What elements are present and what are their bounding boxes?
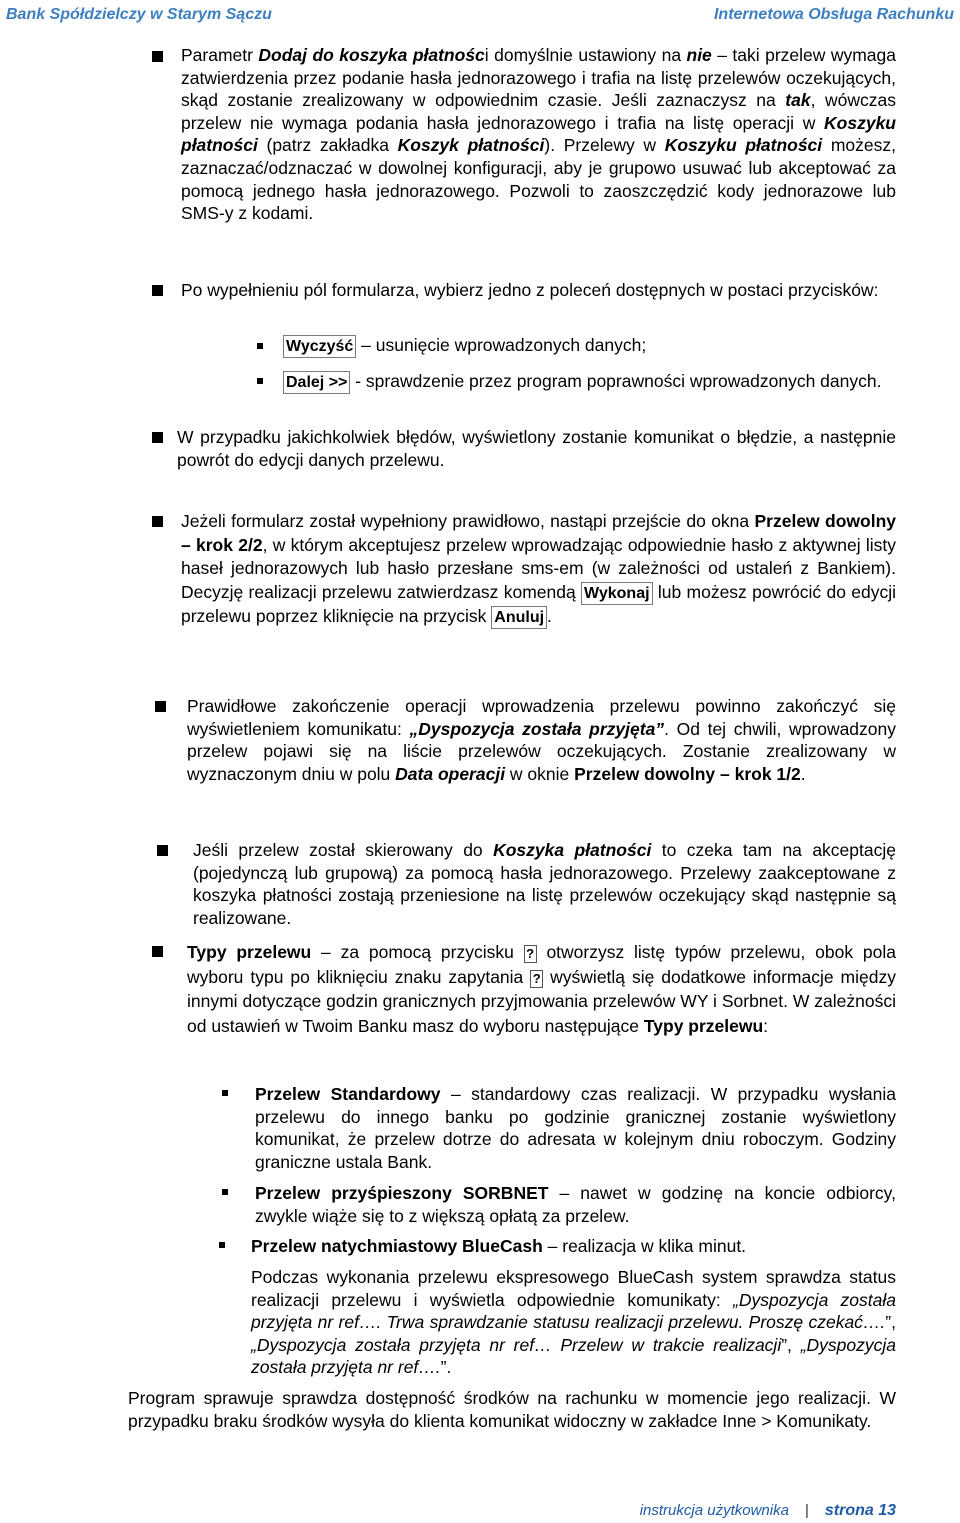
type-sorbnet: Przelew przyśpieszony SORBNET – nawet w godzinę na koncie odbiorcy, zwykle wiąże się to z większą opłatą za przelew. xyxy=(255,1183,896,1226)
bank-name: Bank Spółdzielczy w Starym Sączu xyxy=(6,6,272,23)
execute-button[interactable]: Wykonaj xyxy=(581,582,653,605)
footer-label: instrukcja użytkownika xyxy=(639,1502,789,1519)
paragraph-success: Prawidłowe zakończenie operacji wprowadzenia przelewu powinno zakończyć się wyświetleniem komunikatu: „Dyspozycja została przyjęta”. Od tej chwili, wprowadzony przelew pojawi się na liście przelewów oczekujących. Zostanie zrealizowany w wyznaczonym dniu w polu Data operacji w oknie Przelew dowolny – krok 1/2. xyxy=(187,696,897,784)
option-next: Dalej >> - sprawdzenie przez program poprawności wprowadzonych danych. xyxy=(283,370,896,394)
bullet-square xyxy=(152,516,163,527)
service-name: Internetowa Obsługa Rachunku xyxy=(713,6,954,23)
cancel-button[interactable]: Anuluj xyxy=(491,606,547,629)
type-standard: Przelew Standardowy – standardowy czas realizacji. W przypadku wysłania przelewu do innego banku po godzinie granicznej zostanie wyświetlony komunikat, że przelew dotrze do adresata w kolejnym dniu roboczym. Godziny graniczne ustala Bank. xyxy=(255,1084,896,1172)
paragraph-transfer-types: Typy przelewu – za pomocą przycisku ? otworzysz listę typów przelewu, obok pola wyboru typu po kliknięciu znaku zapytania ? wyświetlą się dodatkowe informacje między innymi dotyczące godzin granicznych przyjmowania przelewów WY i Sorbnet. W zależności od ustawień w Twoim Banku masz do wyboru następujące Typy przelewu: xyxy=(187,942,896,1036)
paragraph-form-buttons: Po wypełnieniu pól formularza, wybierz jedno z poleceń dostępnych w postaci przycisków: xyxy=(181,280,879,300)
bullet-square xyxy=(152,946,163,957)
option-clear: Wyczyść – usunięcie wprowadzonych danych; xyxy=(283,334,896,358)
page-footer xyxy=(640,1500,896,1523)
bullet-small-square xyxy=(222,1090,228,1096)
bullet-square xyxy=(157,845,168,856)
footer-separator: | xyxy=(804,1502,809,1519)
page-number: strona 13 xyxy=(824,1502,896,1519)
bullet-square xyxy=(152,285,163,296)
next-button[interactable]: Dalej >> xyxy=(283,371,350,394)
paragraph-confirm: Jeżeli formularz został wypełniony prawidłowo, nastąpi przejście do okna Przelew dowolny – krok 2/2, w którym akceptujesz przelew wprowadzając odpowiednie hasło z aktywnej listy haseł jednorazowych lub hasło przesłane sms-em (w zależności od ustaleń z Bankiem). Decyzję realizacji przelewu zatwierdzasz komendą Wykonaj lub możesz powrócić do edycji przelewu poprzez kliknięcie na przycisk Anuluj . xyxy=(181,510,896,629)
bullet-small-square xyxy=(222,1189,228,1195)
clear-button[interactable]: Wyczyść xyxy=(283,335,356,358)
type-bluecash: Przelew natychmiastowy BlueCash – realizacja w klika minut. xyxy=(251,1236,747,1256)
paragraph-basket-param: Parametr Dodaj do koszyka płatności domyślnie ustawiony na nie – taki przelew wymaga zatwierdzenia przez podanie hasła jednorazowego i trafia na listę przelewów oczekujących, skąd zostanie zrealizowany w odpowiednim czasie. Jeśli zaznaczysz na tak, wówczas przelew nie wymaga podania hasła jednorazowego i trafia na listę operacji w Koszyku płatności (patrz zakładka Koszyk płatności). Przelewy w Koszyku płatności możesz, zaznaczać/odznaczać w dowolnej konfiguracji, aby je grupowo usuwać lub akceptować za pomocą jednego hasła jednorazowego. Pozwoli to zaoszczędzić kody jednorazowe lub SMS-y z kodami. xyxy=(181,45,896,224)
bullet-square xyxy=(152,432,163,443)
bullet-small-square xyxy=(219,1242,225,1248)
paragraph-basket: Jeśli przelew został skierowany do Koszyka płatności to czeka tam na akceptację (pojedynczą lub grupową) za pomocą hasła jednorazowego. Przelewy zaakceptowane z koszyka płatności zostają przeniesione na listę przelewów oczekujący skąd następnie są realizowane. xyxy=(193,840,896,928)
question-mark-icon[interactable]: ? xyxy=(530,970,543,988)
bullet-small-square xyxy=(257,343,263,349)
bullet-square xyxy=(152,51,163,62)
help-icon[interactable]: ? xyxy=(524,945,537,963)
page-header xyxy=(6,4,954,24)
bluecash-note: Podczas wykonania przelewu ekspresowego BlueCash system sprawdza status realizacji przelewu i wyświetla odpowiednie komunikaty: „Dyspozycja została przyjęta nr ref…. Trwa sprawdzanie statusu realizacji przelewu. Proszę czekać….”, „Dyspozycja została przyjęta nr ref… Przelew w trakcie realizacji”, „Dyspozycja została przyjęta nr ref….”. xyxy=(251,1267,896,1378)
paragraph-funds-check: Program sprawuje sprawdza dostępność środków na rachunku w momencie jego realizacji. W przypadku braku środków wysyła do klienta komunikat widoczny w zakładce Inne > Komunikaty. xyxy=(128,1388,896,1431)
bullet-small-square xyxy=(257,378,263,384)
paragraph-errors: W przypadku jakichkolwiek błędów, wyświetlony zostanie komunikat o błędzie, a następnie powrót do edycji danych przelewu. xyxy=(177,427,896,470)
bullet-square xyxy=(155,701,166,712)
